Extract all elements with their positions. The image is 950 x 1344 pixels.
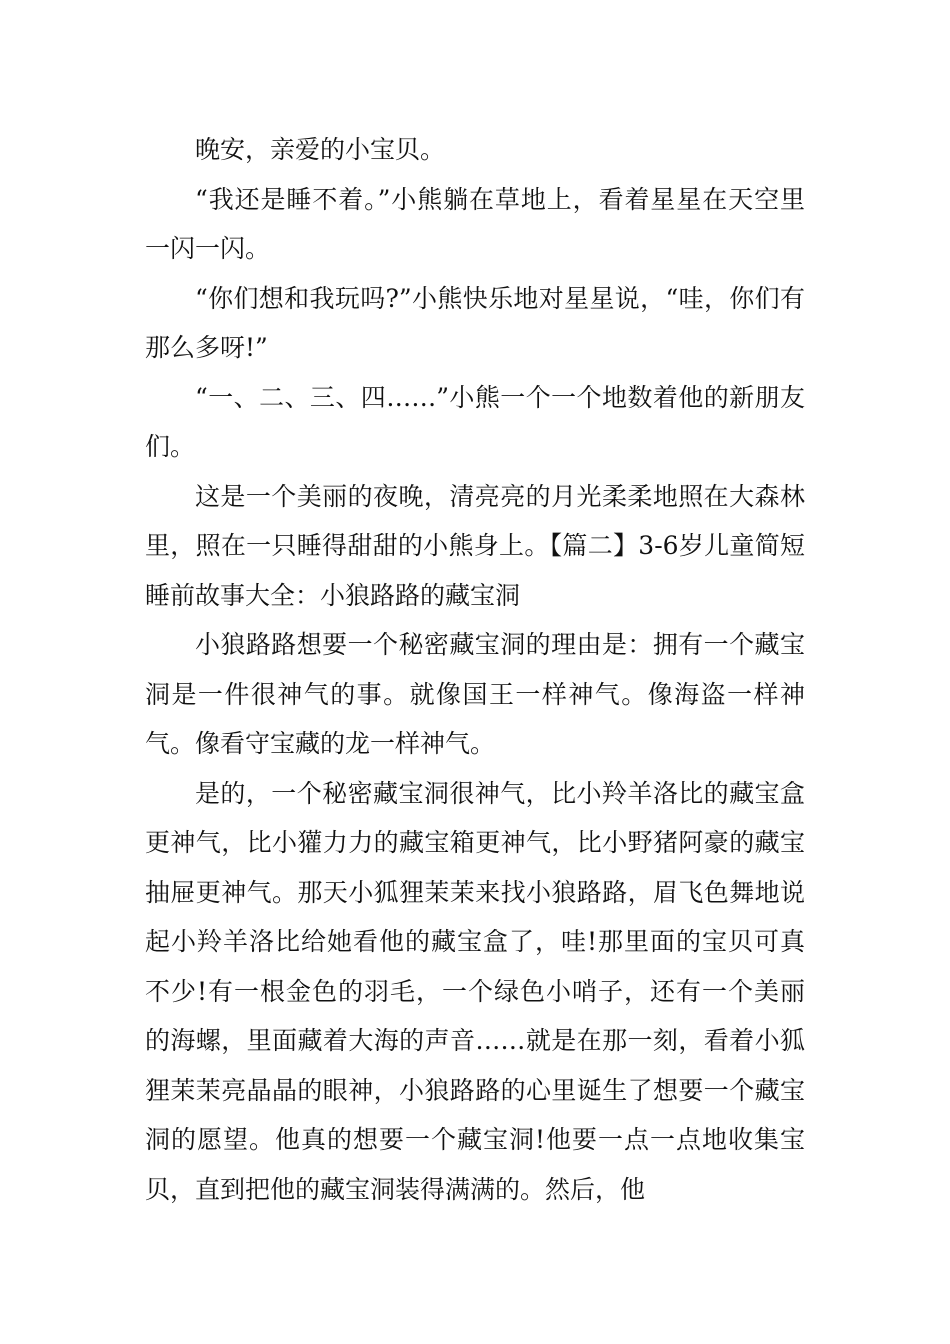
paragraph: “你们想和我玩吗?”小熊快乐地对星星说，“哇，你们有那么多呀!” <box>145 283 805 362</box>
paragraph: “一、二、三、四……”小熊一个一个地数着他的新朋友们。 <box>145 382 805 461</box>
paragraph: “我还是睡不着。”小熊躺在草地上，看着星星在天空里一闪一闪。 <box>145 184 805 263</box>
paragraph: 小狼路路想要一个秘密藏宝洞的理由是：拥有一个藏宝洞是一件很神气的事。就像国王一样神气。像海盗一样神气。像看守宝藏的龙一样神气。 <box>145 630 805 758</box>
story-text <box>145 125 805 1214</box>
paragraph: 是的，一个秘密藏宝洞很神气，比小羚羊洛比的藏宝盒更神气，比小獾力力的藏宝箱更神气，比小野猪阿豪的藏宝抽屉更神气。那天小狐狸茉茉来找小狼路路，眉飞色舞地说起小羚羊洛比给她看他的藏宝盒了，哇!那里面的宝贝可真不少!有一根金色的羽毛，一个绿色小哨子，还有一个美丽的海螺，里面藏着大海的声音……就是在那一刻，看着小狐狸茉茉亮晶晶的眼神，小狼路路的心里诞生了想要一个藏宝洞的愿望。他真的想要一个藏宝洞!他要一点一点地收集宝贝，直到把他的藏宝洞装得满满的。然后，他 <box>145 778 805 1204</box>
paragraph: 晚安，亲爱的小宝贝。 <box>195 135 446 164</box>
paragraph: 这是一个美丽的夜晚，清亮亮的月光柔柔地照在大森林里，照在一只睡得甜甜的小熊身上。【篇二】3-6岁儿童简短睡前故事大全：小狼路路的藏宝洞 <box>145 481 805 610</box>
